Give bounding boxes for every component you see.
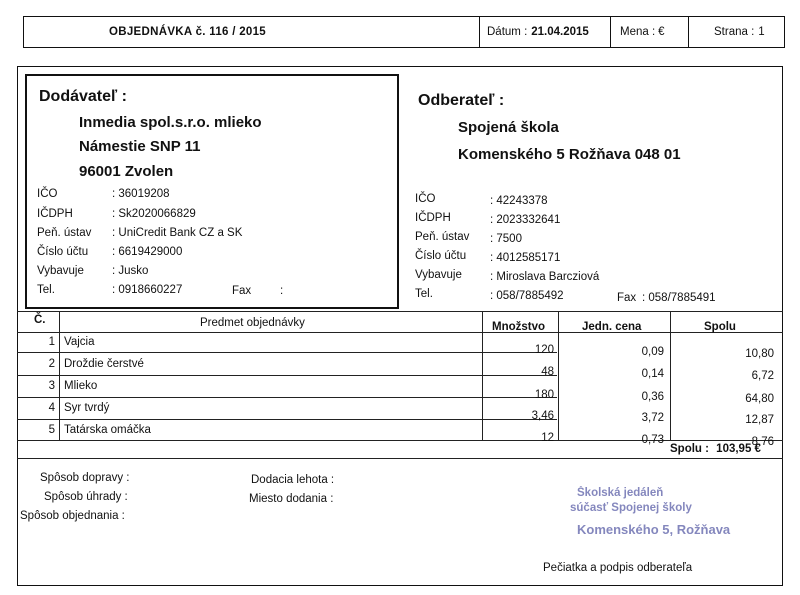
supplier-phone-value: : 0918660227 [112,284,183,296]
customer-name: Spojená škola [458,119,559,136]
customer-heading: Odberateľ : [418,92,505,109]
customer-icdph-label: IČDPH [415,212,451,224]
supplier-account-value: : 6619429000 [112,246,183,258]
row-price: 3,72 [641,412,664,424]
order-header [23,16,785,48]
supplier-ico-label: IČO [37,188,58,200]
supplier-bank-value: : UniCredit Bank CZ a SK [112,227,243,239]
row-item: Mlieko [64,380,98,392]
supplier-name: Inmedia spol.s.r.o. mlieko [79,114,262,131]
header-divider [610,17,611,47]
customer-contact-label: Vybavuje [415,269,462,281]
supplier-heading: Dodávateľ : [39,88,127,105]
table-rule [17,332,783,333]
delivery-label: Dodacia lehota : [251,474,335,486]
table-rule [17,352,557,353]
supplier-icdph-label: IČDPH [37,208,73,220]
row-price: 0,73 [641,434,664,446]
table-rule [17,458,783,459]
row-item: Droždie čerstvé [64,358,144,370]
order-title: OBJEDNÁVKA č. 116 / 2015 [109,26,266,38]
row-number: 5 [48,424,55,436]
customer-bank-value: : 7500 [490,233,522,245]
supplier-fax-label: Fax [232,285,252,297]
supplier-city: 96001 Zvolen [79,163,174,180]
row-total: 12,87 [745,414,774,426]
supplier-ico-value: : 36019208 [112,188,170,200]
row-number: 1 [48,336,55,348]
stamp-line-3: Komenského 5, Rožňava [577,522,731,537]
customer-ico-label: IČO [415,193,436,205]
row-qty: 48 [541,366,554,378]
row-qty: 3,46 [531,410,554,422]
customer-account-value: : 4012585171 [490,252,561,264]
sum-label: Spolu : [670,443,709,455]
row-qty: 12 [541,432,554,444]
customer-icdph-value: : 2023332641 [490,214,561,226]
header-divider [479,17,480,47]
customer-account-label: Číslo účtu [415,250,467,262]
table-rule [17,375,557,376]
items-table [17,311,783,459]
supplier-phone-label: Tel. [37,284,55,296]
row-price: 0,09 [641,346,664,358]
col-header-item: Predmet objednávky [200,317,305,329]
row-total: 8,76 [751,436,774,448]
table-rule [17,419,557,420]
row-item: Syr tvrdý [64,402,110,414]
row-qty: 120 [534,344,554,356]
page-label: Strana : [714,26,755,38]
customer-phone-label: Tel. [415,288,433,300]
row-total: 6,72 [751,370,774,382]
col-header-total: Spolu [704,321,736,333]
row-total: 64,80 [745,393,774,405]
page-field [714,17,765,47]
row-number: 3 [48,380,55,392]
row-total: 10,80 [745,348,774,360]
table-col-rule [59,311,60,440]
table-rule [17,311,783,312]
currency-label: Mena : [620,26,656,38]
supplier-bank-label: Peň. ústav [37,227,92,239]
header-divider [688,17,689,47]
supplier-box [25,74,399,309]
place-label: Miesto dodania : [249,493,334,505]
row-item: Vajcia [64,336,95,348]
customer-ico-value: : 42243378 [490,195,548,207]
date-field [487,17,589,47]
supplier-contact-label: Vybavuje [37,265,84,277]
col-header-no: Č. [34,314,46,326]
row-item: Tatárska omáčka [64,424,151,436]
supplier-icdph-value: : Sk2020066829 [112,208,196,220]
order-footer [17,460,783,585]
customer-fax-label: Fax [617,292,637,304]
supplier-account-label: Číslo účtu [37,246,89,258]
col-header-qty: Množstvo [492,321,546,333]
table-rule [17,397,557,398]
row-number: 4 [48,402,55,414]
supplier-street: Námestie SNP 11 [79,138,201,155]
row-number: 2 [48,358,55,370]
supplier-contact-value: : Jusko [112,265,149,277]
row-price: 0,14 [641,368,664,380]
customer-phone-value: : 058/7885492 [490,290,564,302]
sum-row [670,443,761,455]
signature-label: Pečiatka a podpis odberateľa [543,562,693,574]
customer-bank-label: Peň. ústav [415,231,470,243]
customer-fax-value: : 058/7885491 [642,292,716,304]
row-price: 0,36 [641,391,664,403]
customer-address: Komenského 5 Rožňava 048 01 [458,146,681,163]
customer-block [405,74,775,309]
currency-value: € [658,26,665,38]
payment-label: Spôsob úhrady : [44,491,128,503]
transport-label: Spôsob dopravy : [40,472,130,484]
sum-value: 103,95 € [716,443,761,455]
currency-field [620,17,665,47]
customer-contact-value: : Miroslava Barcziová [490,271,600,283]
ordering-label: Spôsob objednania : [20,510,125,522]
stamp-line-1: Školská jedáleň [577,487,664,499]
date-label: Dátum : [487,26,528,38]
table-rule [17,440,783,441]
row-qty: 180 [534,389,554,401]
page-value: 1 [758,26,765,38]
col-header-price: Jedn. cena [582,321,642,333]
stamp-line-2: súčasť Spojenej školy [570,502,692,514]
supplier-fax-value: : [280,285,284,297]
date-value: 21.04.2015 [531,26,589,38]
